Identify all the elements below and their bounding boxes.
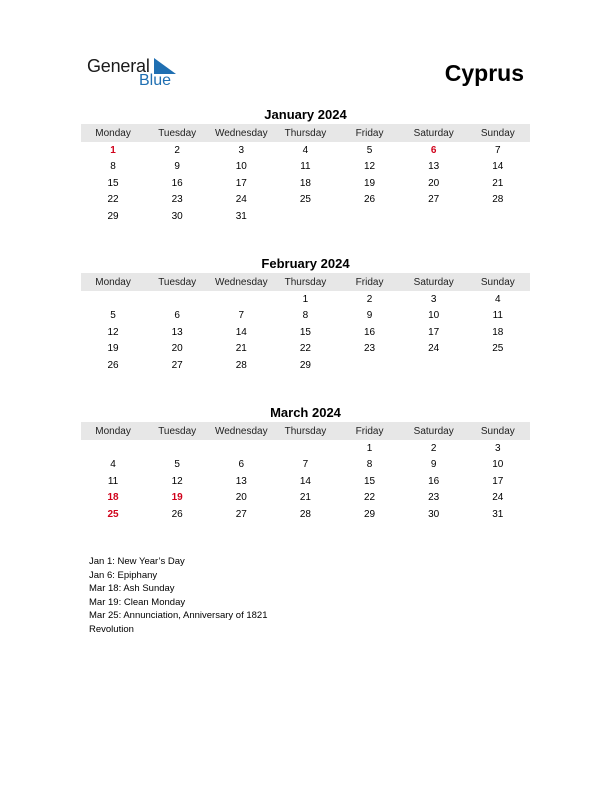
month-calendar <box>81 405 530 523</box>
day-cell: 11 <box>107 475 119 487</box>
week-row <box>81 473 530 490</box>
weekday-label: Saturday <box>413 127 454 139</box>
weekday-label: Tuesday <box>158 425 197 437</box>
day-cell: 30 <box>171 210 183 222</box>
day-cell: 3 <box>430 293 437 305</box>
day-cell: 7 <box>302 459 309 471</box>
day-cell: 17 <box>492 475 504 487</box>
day-cell: 27 <box>428 194 440 206</box>
holiday-note: Mar 19: Clean Monday <box>89 596 186 608</box>
weekday-header <box>81 422 530 440</box>
day-cell: 11 <box>300 161 311 173</box>
day-cell: 16 <box>428 475 440 487</box>
weekday-label: Monday <box>95 425 131 437</box>
day-cell: 24 <box>428 343 440 355</box>
week-row <box>81 142 530 159</box>
day-cell: 19 <box>107 343 119 355</box>
day-cell: 14 <box>299 475 311 487</box>
weekday-label: Sunday <box>480 276 515 288</box>
day-cell: 30 <box>428 508 440 520</box>
day-cell: 9 <box>430 459 437 471</box>
day-cell: 22 <box>299 343 311 355</box>
weekday-label: Monday <box>95 127 131 139</box>
month-title: January 2024 <box>264 107 347 122</box>
day-cell: 23 <box>428 492 440 504</box>
day-cell: 14 <box>492 161 504 173</box>
day-cell: 3 <box>238 144 245 156</box>
brand-word-blue: Blue <box>139 72 172 89</box>
day-cell: 5 <box>174 459 180 471</box>
day-cell: 7 <box>495 144 501 156</box>
day-cell: 10 <box>235 161 247 173</box>
holiday-note: Mar 18: Ash Sunday <box>89 583 175 594</box>
week-row <box>81 440 530 457</box>
day-cell: 4 <box>302 144 309 156</box>
day-cell: 1 <box>302 293 309 305</box>
weekday-label: Saturday <box>413 425 454 437</box>
brand-logo <box>87 56 187 92</box>
day-cell: 19 <box>171 492 183 504</box>
day-cell: 25 <box>492 343 504 355</box>
day-cell: 15 <box>299 326 311 338</box>
day-cell: 16 <box>364 326 376 338</box>
weekday-label: Thursday <box>284 127 327 139</box>
weekday-label: Wednesday <box>214 127 268 139</box>
weekday-label: Saturday <box>413 276 454 288</box>
week-row <box>81 175 530 192</box>
day-cell: 1 <box>110 144 116 156</box>
day-cell: 5 <box>110 310 116 322</box>
day-cell: 18 <box>299 177 311 189</box>
week-row <box>81 341 530 358</box>
day-cell: 16 <box>171 177 183 189</box>
day-cell: 29 <box>107 210 119 222</box>
day-cell: 26 <box>364 194 376 206</box>
day-cell: 25 <box>299 194 311 206</box>
weekday-label: Thursday <box>284 276 327 288</box>
weekday-label: Tuesday <box>158 127 197 139</box>
day-cell: 9 <box>366 310 373 322</box>
day-cell: 12 <box>171 475 183 487</box>
holiday-note: Jan 6: Epiphany <box>89 569 158 581</box>
week-row <box>81 192 530 209</box>
day-cell: 17 <box>428 326 440 338</box>
week-row <box>81 291 530 308</box>
week-row <box>81 308 530 325</box>
day-cell: 18 <box>492 326 504 338</box>
day-cell: 26 <box>171 508 183 520</box>
weekday-label: Wednesday <box>214 276 268 288</box>
day-cell: 12 <box>107 326 119 338</box>
day-cell: 6 <box>238 459 245 471</box>
day-cell: 10 <box>428 310 440 322</box>
day-cell: 4 <box>110 459 116 471</box>
day-cell: 5 <box>366 144 373 156</box>
day-cell: 2 <box>366 293 373 305</box>
weekday-label: Tuesday <box>158 276 197 288</box>
day-cell: 2 <box>174 144 180 156</box>
week-row <box>81 159 530 176</box>
day-cell: 1 <box>366 442 373 454</box>
day-cell: 25 <box>107 508 119 520</box>
day-cell: 21 <box>299 492 311 504</box>
day-cell: 31 <box>492 508 504 520</box>
holiday-note: Jan 1: New Year’s Day <box>89 556 185 567</box>
week-row <box>81 324 530 341</box>
day-cell: 20 <box>171 343 183 355</box>
day-cell: 15 <box>107 177 119 189</box>
weekday-header <box>81 124 530 142</box>
day-cell: 26 <box>107 359 119 371</box>
month-title: March 2024 <box>270 405 341 420</box>
brand-word-general: General <box>87 56 150 76</box>
week-row <box>81 208 530 225</box>
day-cell: 23 <box>364 343 376 355</box>
day-cell: 6 <box>430 144 437 156</box>
month-title: February 2024 <box>261 256 350 271</box>
day-cell: 24 <box>492 492 504 504</box>
weekday-header <box>81 273 530 291</box>
day-cell: 10 <box>492 459 504 471</box>
day-cell: 23 <box>171 194 183 206</box>
day-cell: 12 <box>364 161 376 173</box>
weekday-label: Friday <box>355 425 384 437</box>
holiday-note: Mar 25: Annunciation, Anniversary of 1821 Revolution <box>89 610 268 635</box>
weekday-label: Sunday <box>480 425 515 437</box>
day-cell: 11 <box>492 310 503 322</box>
week-row <box>81 457 530 474</box>
day-cell: 20 <box>235 492 247 504</box>
day-cell: 27 <box>235 508 247 520</box>
day-cell: 13 <box>235 475 247 487</box>
day-cell: 8 <box>366 459 373 471</box>
day-cell: 29 <box>364 508 376 520</box>
day-cell: 28 <box>492 194 504 206</box>
day-cell: 22 <box>107 194 119 206</box>
day-cell: 6 <box>174 310 180 322</box>
day-cell: 21 <box>235 343 247 355</box>
day-cell: 19 <box>364 177 376 189</box>
day-cell: 3 <box>495 442 501 454</box>
week-row <box>81 490 530 507</box>
day-cell: 8 <box>302 310 309 322</box>
day-cell: 8 <box>110 161 116 173</box>
day-cell: 13 <box>171 326 183 338</box>
day-cell: 31 <box>235 210 247 222</box>
day-cell: 24 <box>235 194 247 206</box>
week-row <box>81 506 530 523</box>
day-cell: 14 <box>235 326 247 338</box>
day-cell: 17 <box>235 177 247 189</box>
weekday-label: Wednesday <box>214 425 268 437</box>
day-cell: 13 <box>428 161 440 173</box>
day-cell: 29 <box>299 359 311 371</box>
weekday-label: Friday <box>355 276 384 288</box>
day-cell: 28 <box>235 359 247 371</box>
holiday-notes <box>89 555 309 636</box>
day-cell: 28 <box>299 508 311 520</box>
weekday-label: Friday <box>355 127 384 139</box>
day-cell: 7 <box>238 310 245 322</box>
day-cell: 15 <box>364 475 376 487</box>
day-cell: 27 <box>171 359 183 371</box>
weekday-label: Thursday <box>284 425 327 437</box>
day-cell: 4 <box>495 293 501 305</box>
day-cell: 9 <box>174 161 180 173</box>
weekday-label: Monday <box>95 276 131 288</box>
day-cell: 18 <box>107 492 119 504</box>
month-calendar <box>81 107 530 225</box>
day-cell: 22 <box>364 492 376 504</box>
day-cell: 20 <box>428 177 440 189</box>
country-title: Cyprus <box>444 60 524 86</box>
day-cell: 2 <box>430 442 437 454</box>
weekday-label: Sunday <box>480 127 515 139</box>
week-row <box>81 357 530 374</box>
day-cell: 21 <box>492 177 504 189</box>
month-calendar <box>81 256 530 374</box>
